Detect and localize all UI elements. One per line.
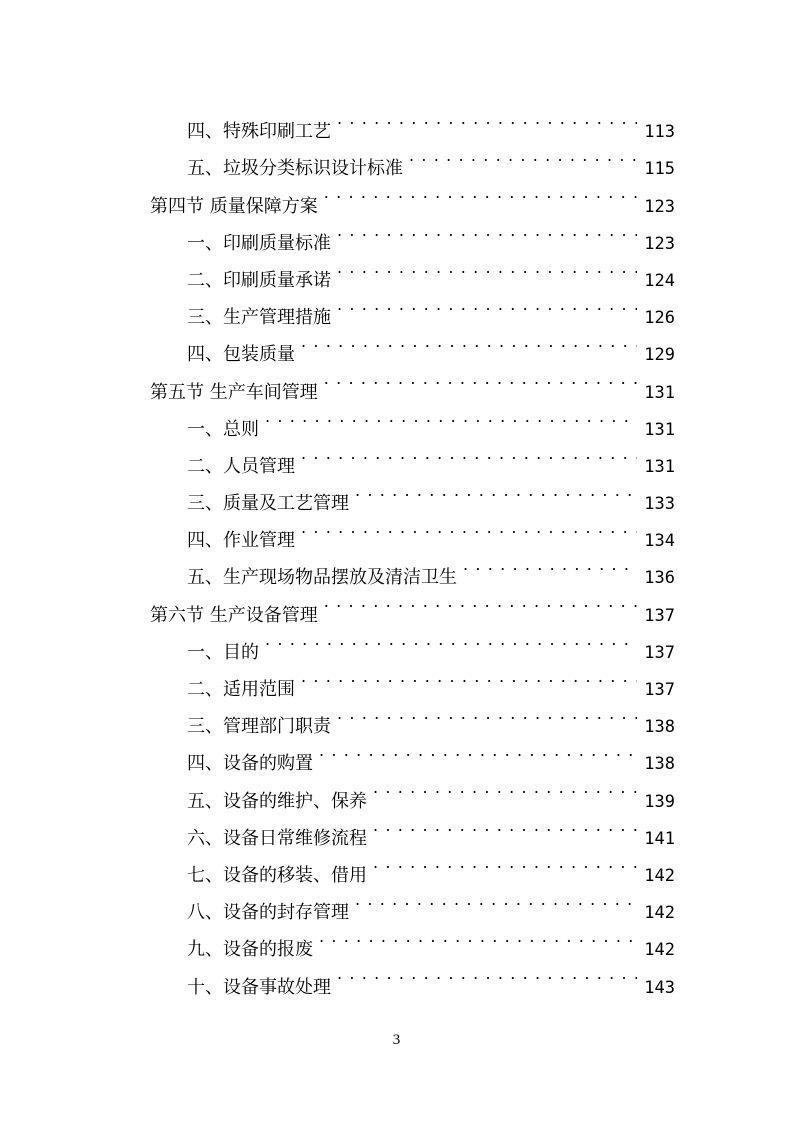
toc-entry-page-number: 115 bbox=[644, 159, 675, 180]
toc-entry-title: 三、质量及工艺管理 bbox=[187, 493, 349, 515]
toc-entry-page-number: 136 bbox=[644, 568, 675, 589]
toc-dot-leader bbox=[355, 881, 637, 918]
toc-entry-title: 四、包装质量 bbox=[187, 344, 295, 366]
toc-entry-title: 二、印刷质量承诺 bbox=[187, 269, 331, 291]
toc-dot-leader bbox=[324, 360, 637, 397]
toc-entry-page-number: 131 bbox=[644, 382, 675, 403]
toc-entry-title: 二、人员管理 bbox=[187, 455, 295, 477]
toc-entry-title: 三、管理部门职责 bbox=[187, 716, 331, 738]
toc-entry-title: 八、设备的封存管理 bbox=[187, 902, 349, 924]
toc-dot-leader bbox=[301, 509, 637, 546]
toc-entry-title: 四、特殊印刷工艺 bbox=[187, 121, 331, 143]
toc-entry-title: 七、设备的移装、借用 bbox=[187, 864, 367, 886]
toc-subsection-entry[interactable] bbox=[150, 100, 675, 143]
toc-entry-title: 一、总则 bbox=[187, 418, 259, 440]
toc-entry-page-number: 124 bbox=[644, 270, 675, 291]
toc-entry-page-number: 123 bbox=[644, 196, 675, 217]
toc-dot-leader bbox=[319, 918, 637, 955]
toc-entry-page-number: 131 bbox=[644, 419, 675, 440]
page-number: 3 bbox=[392, 1032, 401, 1048]
toc-entry-page-number: 133 bbox=[644, 494, 675, 515]
toc-entry-page-number: 134 bbox=[644, 531, 675, 552]
toc-dot-leader bbox=[337, 955, 637, 992]
toc-entry-title: 十、设备事故处理 bbox=[187, 976, 331, 998]
toc-entry-page-number: 139 bbox=[644, 791, 675, 812]
toc-entry-page-number: 138 bbox=[644, 717, 675, 738]
toc-dot-leader bbox=[337, 100, 637, 137]
toc-entry-page-number: 137 bbox=[644, 680, 675, 700]
toc-entry-title: 四、作业管理 bbox=[187, 530, 295, 552]
toc-dot-leader bbox=[324, 174, 637, 211]
toc-entry-title: 九、设备的报废 bbox=[187, 939, 313, 961]
toc-entry-title: 五、垃圾分类标识设计标准 bbox=[187, 158, 403, 180]
toc-entry-title: 二、适用范围 bbox=[187, 679, 295, 700]
toc-entry-page-number: 131 bbox=[644, 456, 675, 477]
toc-dot-leader bbox=[337, 286, 637, 323]
toc-dot-leader bbox=[373, 807, 637, 844]
toc-entry-title: 五、设备的维护、保养 bbox=[187, 790, 367, 812]
toc-entry-title: 一、印刷质量标准 bbox=[187, 232, 331, 254]
toc-dot-leader bbox=[373, 769, 637, 806]
toc-dot-leader bbox=[337, 695, 637, 732]
toc-dot-leader bbox=[337, 212, 637, 249]
toc-entry-page-number: 143 bbox=[644, 977, 675, 998]
toc-dot-leader bbox=[355, 472, 637, 509]
toc-dot-leader bbox=[319, 732, 637, 769]
toc-dot-leader bbox=[265, 621, 637, 658]
toc-dot-leader bbox=[409, 137, 637, 174]
toc-dot-leader bbox=[373, 844, 637, 881]
toc-entry-page-number: 141 bbox=[644, 828, 675, 849]
toc-entry-title: 第五节 生产车间管理 bbox=[150, 381, 318, 403]
toc-dot-leader bbox=[265, 398, 637, 435]
toc-entry-page-number: 123 bbox=[644, 233, 675, 254]
toc-entry-title: 三、生产管理措施 bbox=[187, 307, 331, 329]
toc-entry-page-number: 142 bbox=[644, 865, 675, 886]
toc-entry-page-number: 126 bbox=[644, 308, 675, 329]
toc-entry-page-number: 142 bbox=[644, 903, 675, 924]
toc-entry-title: 第六节 生产设备管理 bbox=[150, 604, 318, 626]
toc-entry-title: 一、目的 bbox=[187, 641, 259, 663]
toc-entry-page-number: 137 bbox=[644, 605, 675, 626]
toc-entry-title: 六、设备日常维修流程 bbox=[187, 827, 367, 849]
toc-entry-page-number: 138 bbox=[644, 754, 675, 775]
toc-entry-page-number: 137 bbox=[644, 642, 675, 663]
toc-entry-title: 四、设备的购置 bbox=[187, 753, 313, 775]
toc-dot-leader bbox=[324, 583, 637, 620]
toc-entry-page-number: 142 bbox=[644, 940, 675, 961]
toc-entry-page-number: 113 bbox=[644, 122, 675, 143]
toc-entry-page-number: 129 bbox=[644, 345, 675, 366]
toc-entry-title: 五、生产现场物品摆放及清洁卫生 bbox=[187, 567, 457, 589]
toc-dot-leader bbox=[301, 658, 637, 695]
toc-dot-leader bbox=[337, 249, 637, 286]
toc-dot-leader bbox=[463, 546, 637, 583]
toc-dot-leader bbox=[301, 323, 637, 360]
toc-entry-title: 第四节 质量保障方案 bbox=[150, 195, 318, 217]
toc-dot-leader bbox=[301, 435, 637, 472]
table-of-contents bbox=[150, 100, 675, 998]
